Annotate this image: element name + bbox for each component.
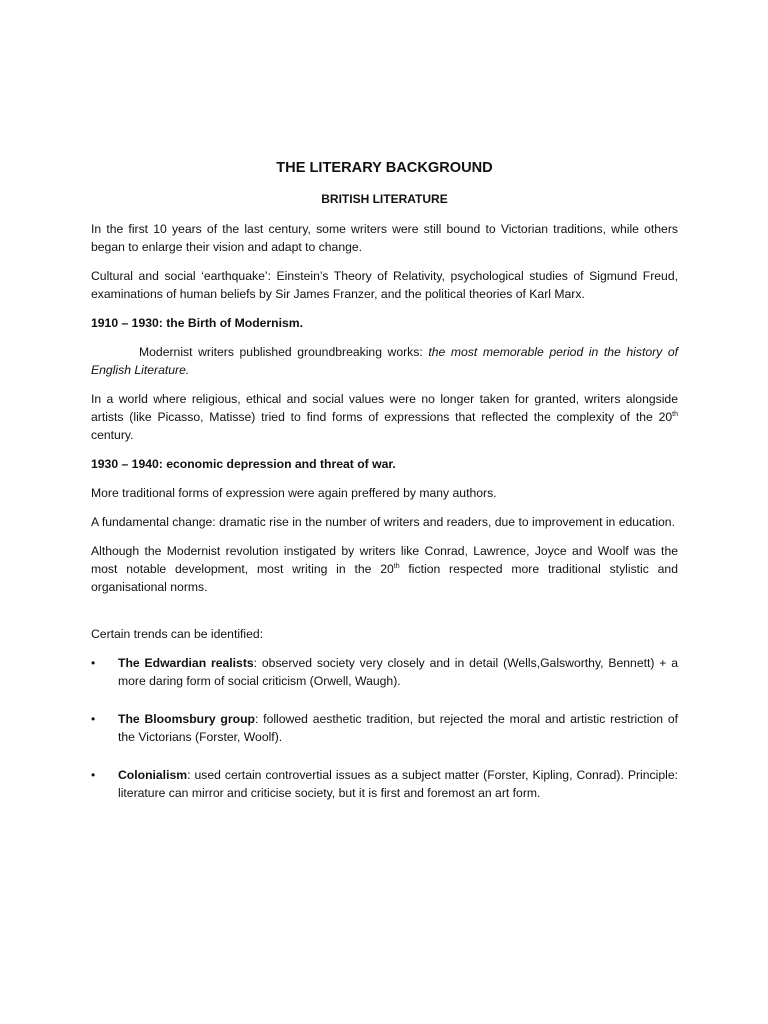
modernist-paragraph <box>91 343 678 379</box>
intro-paragraph-1: In the first 10 years of the last century, some writers were still bound to Victorian traditions, while others began to enlarge their vision and adapt to change. <box>91 222 678 254</box>
although-text-end: fiction respected more traditional stylistic and organisational norms. <box>91 562 678 594</box>
fundamental-paragraph: A fundamental change: dramatic rise in the number of writers and readers, due to improvement in education. <box>91 515 675 529</box>
bullet-icon: • <box>91 768 96 782</box>
world-text-end: century. <box>91 428 134 442</box>
modernist-italic-text: the most memorable period in the history of English Literature. <box>91 345 678 377</box>
section-heading-modernism: 1910 – 1930: the Birth of Modernism. <box>91 316 303 330</box>
world-text-start: In a world where religious, ethical and social values were no longer taken for granted, writers alongside artists (like Picasso, Matisse) tried to find forms of expressions that reflected the complexity of the 20 <box>91 392 678 424</box>
modernist-lead-text: Modernist writers published groundbreaking works: <box>139 345 429 359</box>
section-heading-depression: 1930 – 1940: economic depression and threat of war. <box>91 457 396 471</box>
trend-term: The Edwardian realists <box>118 656 254 670</box>
intro-paragraph-2: Cultural and social ‘earthquake’: Einstein’s Theory of Relativity, psychological studies of Sigmund Freud, examinations of human beliefs by Sir James Franzer, and the political theories of Karl Marx. <box>91 269 678 301</box>
world-paragraph <box>91 390 678 444</box>
document-page <box>91 158 678 822</box>
blank-line <box>91 607 678 625</box>
bullet-icon: • <box>91 656 96 670</box>
page-title: THE LITERARY BACKGROUND <box>276 160 493 176</box>
trend-term: The Bloomsbury group <box>118 712 255 726</box>
trend-text: : used certain controvertial issues as a subject matter (Forster, Kipling, Conrad). Principle: literature can mirror and criticise society, but it is first and foremost an art form. <box>118 768 678 800</box>
trend-item-colonialism <box>91 766 678 802</box>
page-subtitle: BRITISH LITERATURE <box>321 192 448 206</box>
trend-text: : observed society very closely and in detail (Wells,Galsworthy, Bennett) + a more daring form of social criticism (Orwell, Waugh). <box>118 656 678 688</box>
although-text-start: Although the Modernist revolution instigated by writers like Conrad, Lawrence, Joyce and Woolf was the most notable development, most writing in the 20 <box>91 544 678 576</box>
world-superscript: th <box>672 410 678 418</box>
although-paragraph <box>91 542 678 596</box>
trend-item-edwardian <box>91 654 678 690</box>
trend-item-bloomsbury <box>91 710 678 746</box>
although-superscript: th <box>393 562 400 570</box>
trend-text: : followed aesthetic tradition, but rejected the moral and artistic restriction of the Victorians (Forster, Woolf). <box>118 712 679 744</box>
trend-term: Colonialism <box>118 768 188 782</box>
bullet-icon: • <box>91 712 96 726</box>
traditional-paragraph: More traditional forms of expression were again preffered by many authors. <box>91 486 497 500</box>
trends-intro: Certain trends can be identified: <box>91 627 264 641</box>
trends-list <box>91 654 678 802</box>
